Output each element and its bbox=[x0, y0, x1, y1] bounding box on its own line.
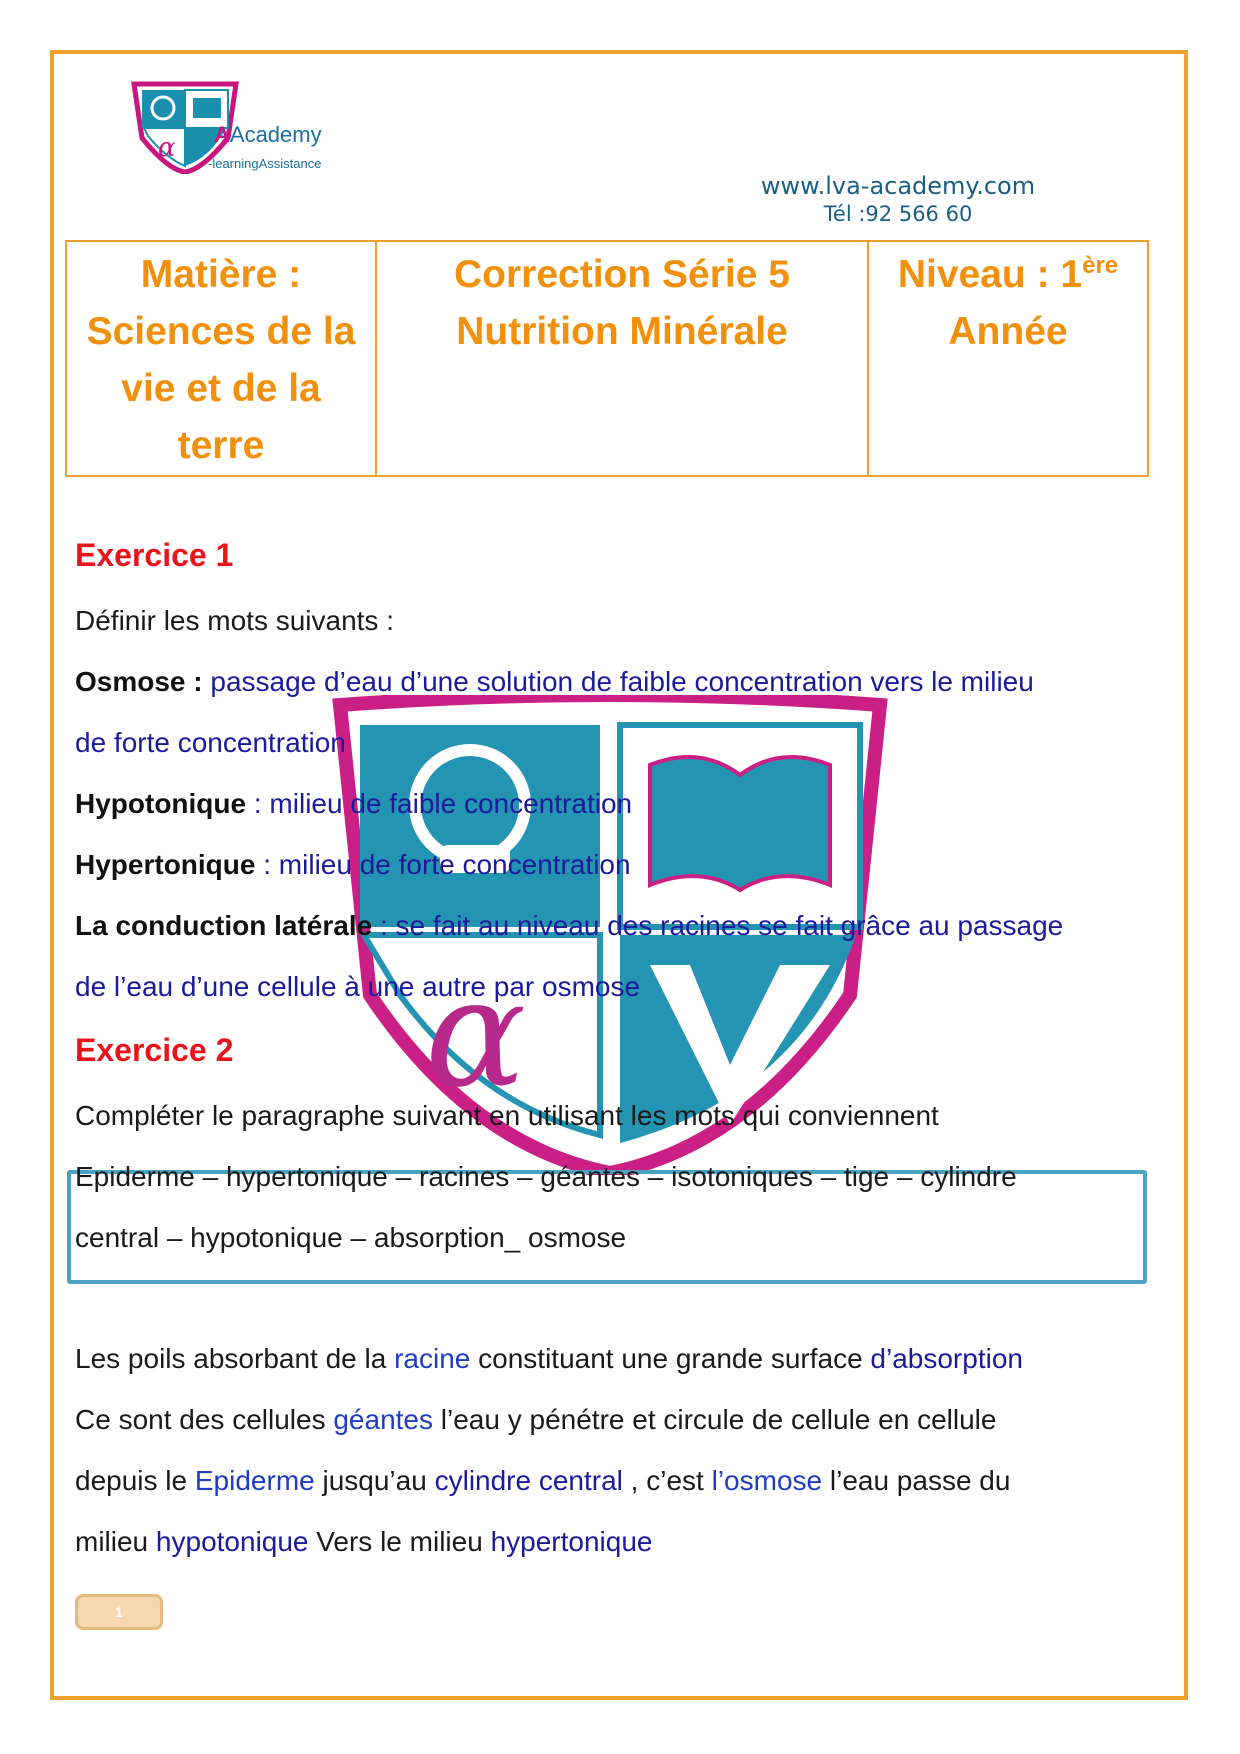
osmose-definition-cont: de forte concentration bbox=[75, 727, 346, 758]
hypertonique-definition: Hypertonique : milieu de forte concentration bbox=[75, 849, 631, 880]
chapter-title: Nutrition Minérale bbox=[456, 310, 788, 353]
exercise1-instruction: Définir les mots suivants : bbox=[75, 605, 394, 636]
website-link[interactable]: www.lva-academy.com bbox=[760, 172, 1036, 200]
conduction-definition: La conduction latérale : se fait au niveau des racines se fait grâce au passage bbox=[75, 910, 1064, 941]
brand-name: AAcademy bbox=[214, 122, 322, 147]
osmose-definition: Osmose : passage d’eau d’une solution de faible concentration vers le milieu bbox=[75, 666, 1034, 697]
subject-label: Matière : bbox=[140, 253, 302, 296]
subject-line: terre bbox=[177, 424, 265, 467]
level-label: Niveau : 1ère bbox=[897, 252, 1119, 296]
paragraph-line: Ce sont des cellules géantes l’eau y pénétre et circule de cellule en cellule bbox=[75, 1404, 997, 1435]
svg-text:α: α bbox=[425, 947, 527, 1121]
paragraph-line: depuis le Epiderme jusqu’au cylindre central , c’est l’osmose l’eau passe du bbox=[75, 1465, 1011, 1496]
svg-text:α: α bbox=[158, 133, 176, 163]
phone-number: Tél :92 566 60 bbox=[823, 202, 973, 226]
exercise1-title: Exercice 1 bbox=[75, 537, 234, 573]
exercise2-title: Exercice 2 bbox=[75, 1032, 234, 1068]
header-table bbox=[65, 240, 1149, 477]
subject-cell bbox=[66, 241, 376, 476]
subject-line: vie et de la bbox=[121, 367, 321, 410]
page-number-badge: 1 bbox=[75, 1594, 163, 1630]
contact-info bbox=[748, 172, 1048, 226]
level-cell bbox=[868, 241, 1148, 476]
brand-tagline: -learningAssistance bbox=[208, 156, 322, 171]
paragraph-line: milieu hypotonique Vers le milieu hypertonique bbox=[75, 1526, 653, 1557]
hypotonique-definition: Hypotonique : milieu de faible concentration bbox=[75, 788, 633, 819]
title-cell bbox=[376, 241, 868, 476]
conduction-definition-cont: de l’eau d’une cellule à une autre par osmose bbox=[75, 971, 641, 1002]
paragraph-line: Les poils absorbant de la racine constituant une grande surface d’absorption bbox=[75, 1343, 1023, 1374]
word-bank-line: Epiderme – hypertonique – racines – géantes – isotoniques – tige – cylindre bbox=[75, 1161, 1017, 1192]
series-title: Correction Série 5 bbox=[454, 253, 790, 296]
exercise2-instruction: Compléter le paragraphe suivant en utilisant les mots qui conviennent bbox=[75, 1100, 939, 1131]
word-bank-line: central – hypotonique – absorption_ osmose bbox=[75, 1222, 627, 1253]
level-year: Année bbox=[948, 310, 1068, 353]
subject-line: Sciences de la bbox=[86, 310, 356, 353]
